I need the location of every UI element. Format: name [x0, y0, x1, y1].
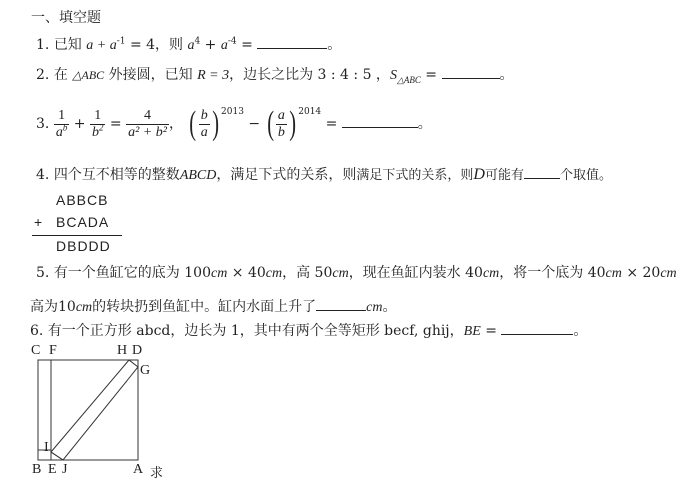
q1-a4b: a — [220, 38, 228, 53]
q5-cm3: cm — [332, 266, 349, 281]
q5-cm4: cm — [482, 266, 500, 281]
q4-abcd: ABCD — [179, 168, 217, 183]
q1-e4: 4 — [194, 36, 201, 47]
q5-line2-a: 高为10 — [30, 299, 76, 315]
right-paren-1: ) — [211, 105, 219, 142]
right-paren-2: ) — [289, 105, 296, 142]
q5-text-d: ，将一个底为 40 — [499, 265, 606, 281]
q3-frac-1-exp: b — [62, 121, 68, 132]
label-I: I — [44, 440, 49, 455]
q5-x2: × 20 — [621, 265, 661, 281]
q4-text-a: 四个互不相等的整数 — [53, 167, 180, 183]
q4-text-e: 个取值。 — [559, 168, 612, 183]
left-paren-1: ( — [189, 105, 197, 142]
addition-row-3: DBDDD — [56, 238, 111, 254]
q6-text: 有一个正方形 abcd，边长为 1，其中有两个全等矩形 becf, ghij， — [47, 323, 464, 339]
q4-d: D — [473, 166, 485, 183]
q3-p2-den: b — [277, 124, 285, 140]
q1-a4: a — [187, 38, 195, 53]
label-J: J — [62, 462, 68, 477]
q3-frac-2-num: 1 — [94, 107, 102, 123]
left-paren-2: ( — [266, 105, 274, 142]
label-H: H — [117, 343, 128, 358]
label-E: E — [48, 462, 57, 477]
q1-expr: a + a — [86, 38, 117, 53]
q3-p1-den: a — [200, 124, 208, 140]
q4-number: 4. — [36, 167, 50, 183]
q5-cm1: cm — [210, 266, 228, 281]
label-C: C — [31, 343, 41, 358]
q4-text-d: 可能有 — [484, 168, 524, 183]
q3-frac-3-num: 4 — [144, 107, 152, 123]
segment-ij — [51, 452, 63, 460]
q1-number: 1. — [36, 37, 50, 53]
label-A: A — [133, 462, 144, 477]
q5-x1: × 40 — [227, 265, 266, 281]
q2-eq: = — [420, 67, 442, 83]
q5-cm6: cm — [660, 266, 677, 281]
q3-p2-num: a — [277, 107, 285, 123]
q3-frac-2-exp: 2 — [98, 121, 104, 132]
q2-number: 2. — [36, 67, 50, 83]
q2-r: R = 3 — [197, 68, 230, 83]
q3-eq2: = — [321, 116, 342, 132]
q5-number: 5. — [36, 265, 50, 281]
q6-eq: = — [480, 323, 502, 339]
q3-comma: ， — [168, 116, 183, 132]
q3-plus: + — [73, 116, 86, 132]
q5-text-b: ，高 50 — [282, 265, 333, 281]
q4-text-c: 满足下式的关系，则 — [356, 168, 474, 183]
q1-eq: = — [236, 37, 258, 53]
q3-frac-2-base: b — [91, 124, 99, 140]
section-title: 一、填空题 — [31, 10, 101, 26]
q5-unit: cm — [366, 300, 383, 315]
label-G: G — [140, 363, 151, 378]
q2-triangle: △ABC — [72, 68, 105, 82]
q6-number: 6. — [30, 323, 44, 339]
q5-cm2: cm — [265, 266, 283, 281]
q1-plus: + — [200, 37, 221, 53]
q6-end: 。 — [573, 323, 588, 339]
q1-text: = 4，则 — [125, 37, 188, 53]
q3-p1-num: b — [200, 107, 208, 123]
q3-p1-exp: 2013 — [221, 107, 244, 118]
addition-row-2: BCADA — [56, 214, 110, 230]
q5-cm7: cm — [75, 300, 93, 315]
q5-text-c: ，现在鱼缸内装水 40 — [348, 265, 483, 281]
q2-text-c: ，边长之比为 3 : 4 : 5 ， — [229, 67, 390, 83]
q1-exp: -1 — [116, 36, 126, 47]
addition-row-1: ABBCB — [56, 192, 109, 208]
q2-text-b: 外接圆，已知 — [108, 67, 193, 83]
q3-frac-3-den: a² + b² — [128, 124, 167, 140]
q2-s: S — [389, 68, 397, 83]
q1-end: 。 — [327, 37, 342, 53]
q5-text-a: 有一个鱼缸它的底为 100 — [53, 265, 211, 281]
q3-number: 3. — [36, 116, 50, 132]
q5-end: 。 — [382, 299, 397, 315]
q2-s-sub: △ABC — [396, 74, 421, 85]
q3-frac-1-base: a — [55, 124, 63, 140]
q5-cm5: cm — [605, 266, 622, 281]
q1-known: 已知 — [53, 37, 82, 53]
q1-e4b: -4 — [227, 36, 237, 47]
q3-p2-exp: 2014 — [298, 107, 322, 118]
rectangle-ghij — [51, 360, 138, 460]
q3-minus: − — [248, 116, 261, 132]
square-abcd — [38, 360, 138, 460]
q6-be: BE — [463, 324, 481, 339]
label-D: D — [132, 343, 143, 358]
q2-text-a: 在 — [53, 67, 68, 83]
q3-eq: = — [109, 116, 122, 132]
label-qiu: 求 — [150, 466, 164, 481]
q2-end: 。 — [499, 67, 514, 83]
q3-frac-1-num: 1 — [58, 107, 66, 123]
q3-end: 。 — [417, 116, 432, 132]
q5-line2-b: 的转块扔到鱼缸中。缸内水面上升了 — [92, 299, 317, 315]
q4-text-b: ，满足下式的关系，则 — [216, 167, 357, 183]
label-B: B — [32, 462, 42, 477]
addition-plus: + — [34, 214, 44, 230]
label-F: F — [49, 343, 57, 358]
